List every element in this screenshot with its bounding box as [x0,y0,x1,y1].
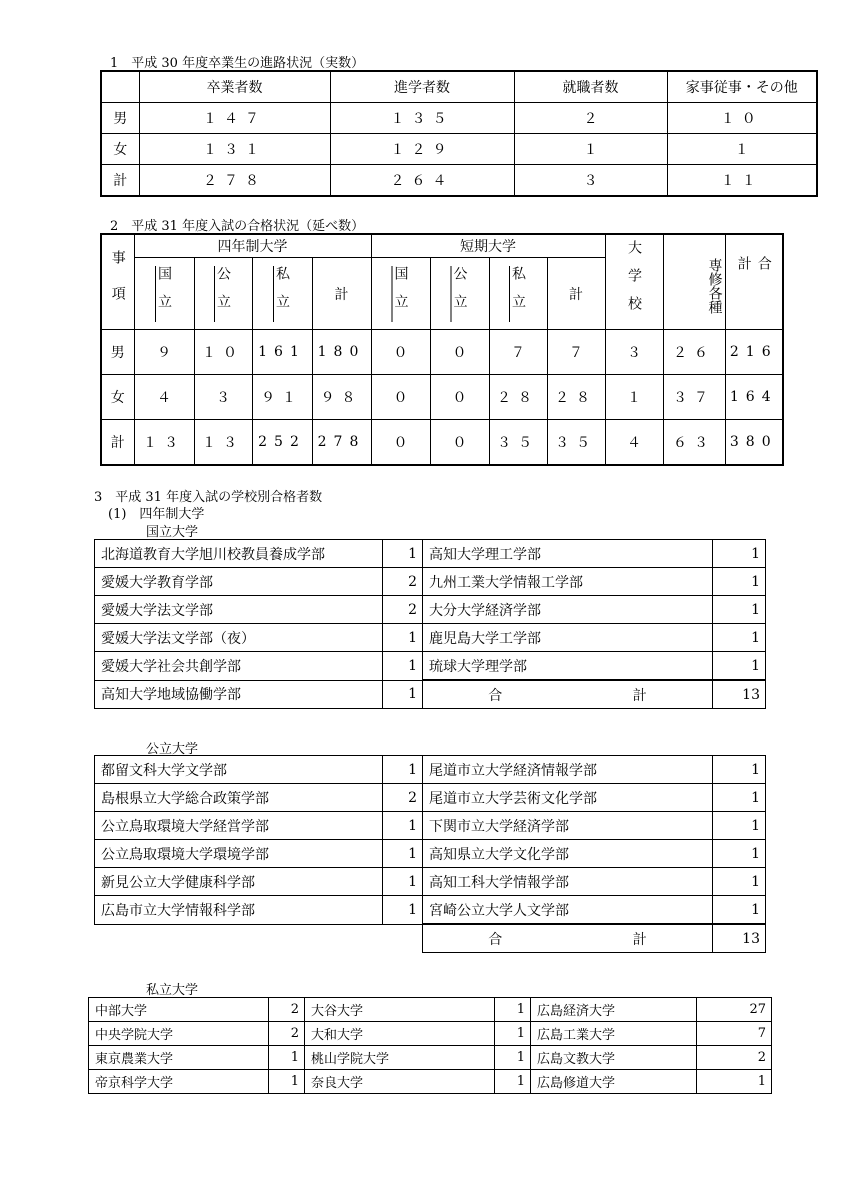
graduates-table [100,70,818,197]
cell: ０ [430,330,489,375]
total-word-b: 計 [632,931,647,948]
school-count: 1 [713,868,766,896]
col-header: 国立 [134,258,194,330]
table-row [101,134,817,165]
school-name: 愛媛大学法文学部（夜） [95,624,383,652]
school-count: 1 [713,896,766,925]
table-row [95,624,766,652]
national-univ-table [94,539,766,709]
cell: 252 [252,420,312,466]
school-name: 中部大学 [89,998,269,1022]
cell: 161 [252,330,312,375]
school-name: 帝京科学大学 [89,1070,269,1094]
cell: １３１ [139,134,330,165]
school-name: 桃山学院大学 [305,1046,495,1070]
cell: １１ [667,165,817,197]
cell: ０ [371,330,430,375]
cell: ７ [547,330,605,375]
table-row [95,784,766,812]
public-univ-body [95,756,766,953]
school-name: 尾道市立大学経済情報学部 [423,756,713,784]
cell: １３５ [330,103,514,134]
cell: ２ [514,103,667,134]
school-name: 島根県立大学総合政策学部 [95,784,383,812]
section3-title: 3 平成 31 年度入試の学校別合格者数 [94,490,323,505]
empty-cell [383,924,423,953]
school-name: 公立鳥取環境大学環境学部 [95,840,383,868]
cell: １４７ [139,103,330,134]
school-count: 1 [383,896,423,925]
cell: １ [667,134,817,165]
school-count: 1 [495,998,531,1022]
private-univ-body [89,998,772,1094]
school-count: 1 [383,540,423,568]
school-count: 1 [383,868,423,896]
school-count: 2 [383,784,423,812]
cell: ６３ [663,420,725,466]
table-row [95,652,766,681]
school-name: 中央学院大学 [89,1022,269,1046]
cell: ３５ [489,420,547,466]
row-label: 女 [101,375,134,420]
col-header: 家事従事・その他 [667,71,817,103]
school-name: 宮崎公立大学人文学部 [423,896,713,925]
national-label: 国立大学 [146,525,199,540]
school-count: 1 [383,652,423,681]
school-name: 広島市立大学情報科学部 [95,896,383,925]
school-name: 鹿児島大学工学部 [423,624,713,652]
table-row [101,375,783,420]
school-name: 下関市立大学経済学部 [423,812,713,840]
col-header: 卒業者数 [139,71,330,103]
school-count: 1 [383,840,423,868]
school-count: 2 [269,1022,305,1046]
table-row [95,680,766,709]
cell: ２８ [547,375,605,420]
cell: ４ [134,375,194,420]
cell: ９１ [252,375,312,420]
cell: １０ [667,103,817,134]
cell: １０ [194,330,252,375]
table-row [101,165,817,197]
col-header: 国立 [371,258,430,330]
table-row [95,896,766,925]
cell: ７ [489,330,547,375]
school-name: 広島修道大学 [531,1070,697,1094]
table-row [95,596,766,624]
table-row [89,1046,772,1070]
cell: ９ [134,330,194,375]
section2-title: 2 平成 31 年度入試の合格状況（延べ数） [110,219,365,234]
school-count: 1 [383,624,423,652]
school-count: 1 [713,568,766,596]
col-header: 計 [547,258,605,330]
cell: ９８ [312,375,371,420]
table-row [89,998,772,1022]
total-label-wrap [423,685,712,705]
row-label: 女 [101,134,139,165]
school-name: 愛媛大学教育学部 [95,568,383,596]
cell: １３ [194,420,252,466]
school-count: 1 [269,1070,305,1094]
private-label: 私立大学 [146,983,199,998]
total-label [423,924,713,953]
school-count: 1 [713,840,766,868]
school-name: 琉球大学理学部 [423,652,713,681]
col-header: 計 [312,258,371,330]
cell: １ [605,375,663,420]
cell: ３ [194,375,252,420]
table-row [89,1022,772,1046]
total-word-a: 合 [488,687,503,704]
cell: ３５ [547,420,605,466]
school-count: 1 [383,812,423,840]
cell: ２７８ [139,165,330,197]
total-count: 13 [713,924,766,953]
corner-cell: 事項 [101,234,134,330]
cell: 380 [725,420,783,466]
col-header: 就職者数 [514,71,667,103]
school-name: 広島経済大学 [531,998,697,1022]
col-header: 合計 [725,234,783,330]
table-row [95,812,766,840]
school-name: 東京農業大学 [89,1046,269,1070]
school-count: 1 [713,624,766,652]
group-header: 四年制大学 [134,234,371,258]
col-header: 進学者数 [330,71,514,103]
col-header: 大学校 [605,234,663,330]
empty-cell [95,924,383,953]
school-name: 愛媛大学法文学部 [95,596,383,624]
public-univ-table [94,755,766,953]
group-header: 短期大学 [371,234,605,258]
cell: １ [514,134,667,165]
table-row [95,568,766,596]
col-header: 公立 [430,258,489,330]
cell: ０ [430,420,489,466]
table-row [89,1070,772,1094]
cell: １２９ [330,134,514,165]
cell: ２６４ [330,165,514,197]
cell: ３ [514,165,667,197]
national-univ-body [95,540,766,709]
private-univ-table [88,997,772,1094]
school-name: 高知大学理工学部 [423,540,713,568]
school-name: 奈良大学 [305,1070,495,1094]
school-name: 公立鳥取環境大学経営学部 [95,812,383,840]
table-row [95,756,766,784]
table-row [95,868,766,896]
school-count: 1 [383,756,423,784]
col-header: 私立 [252,258,312,330]
school-name: 大和大学 [305,1022,495,1046]
school-name: 愛媛大学社会共創学部 [95,652,383,681]
school-name: 広島工業大学 [531,1022,697,1046]
total-count: 13 [713,680,766,709]
school-name: 高知県立大学文化学部 [423,840,713,868]
school-name: 都留文科大学文学部 [95,756,383,784]
table-header-row [101,234,783,258]
cell: ２８ [489,375,547,420]
school-count: 2 [697,1046,772,1070]
total-word-b: 計 [632,687,647,704]
cell: ３ [605,330,663,375]
col-header: 専修各種 [663,234,725,330]
table-row [95,540,766,568]
cell: 278 [312,420,371,466]
table-row [95,840,766,868]
school-count: 1 [713,540,766,568]
public-label: 公立大学 [146,742,199,757]
school-name: 高知工科大学情報学部 [423,868,713,896]
school-name: 新見公立大学健康科学部 [95,868,383,896]
cell: 180 [312,330,371,375]
cell: 216 [725,330,783,375]
table-row [101,420,783,466]
school-name: 九州工業大学情報工学部 [423,568,713,596]
col-header: 公立 [194,258,252,330]
cell: ４ [605,420,663,466]
total-label-wrap [423,929,712,949]
school-name: 広島文教大学 [531,1046,697,1070]
school-count: 1 [713,812,766,840]
school-count: 1 [495,1046,531,1070]
school-count: 1 [383,680,423,709]
school-count: 27 [697,998,772,1022]
cell: 164 [725,375,783,420]
cell: １３ [134,420,194,466]
school-count: 1 [269,1046,305,1070]
corner-cell [101,71,139,103]
school-count: 7 [697,1022,772,1046]
total-word-a: 合 [488,931,503,948]
row-label: 男 [101,330,134,375]
school-count: 1 [713,596,766,624]
school-count: 1 [495,1070,531,1094]
total-label [423,680,713,709]
section3-subtitle: (1) 四年制大学 [108,507,205,522]
school-count: 1 [713,652,766,681]
col-header: 私立 [489,258,547,330]
table-row [101,330,783,375]
school-count: 1 [697,1070,772,1094]
cell: ０ [371,420,430,466]
school-count: 1 [713,784,766,812]
school-count: 1 [495,1022,531,1046]
cell: ３７ [663,375,725,420]
table-header-row [101,71,817,103]
school-name: 大谷大学 [305,998,495,1022]
school-count: 2 [269,998,305,1022]
school-count: 2 [383,596,423,624]
table-row [95,924,766,953]
admissions-table [100,233,784,466]
cell: ０ [371,375,430,420]
row-label: 男 [101,103,139,134]
table-row [101,103,817,134]
school-name: 北海道教育大学旭川校教員養成学部 [95,540,383,568]
cell: ０ [430,375,489,420]
cell: ２６ [663,330,725,375]
section1-title: 1 平成 30 年度卒業生の進路状況（実数） [110,56,365,71]
school-name: 尾道市立大学芸術文化学部 [423,784,713,812]
row-label: 計 [101,420,134,466]
row-label: 計 [101,165,139,197]
school-name: 大分大学経済学部 [423,596,713,624]
school-count: 2 [383,568,423,596]
school-name: 高知大学地域協働学部 [95,680,383,709]
school-count: 1 [713,756,766,784]
